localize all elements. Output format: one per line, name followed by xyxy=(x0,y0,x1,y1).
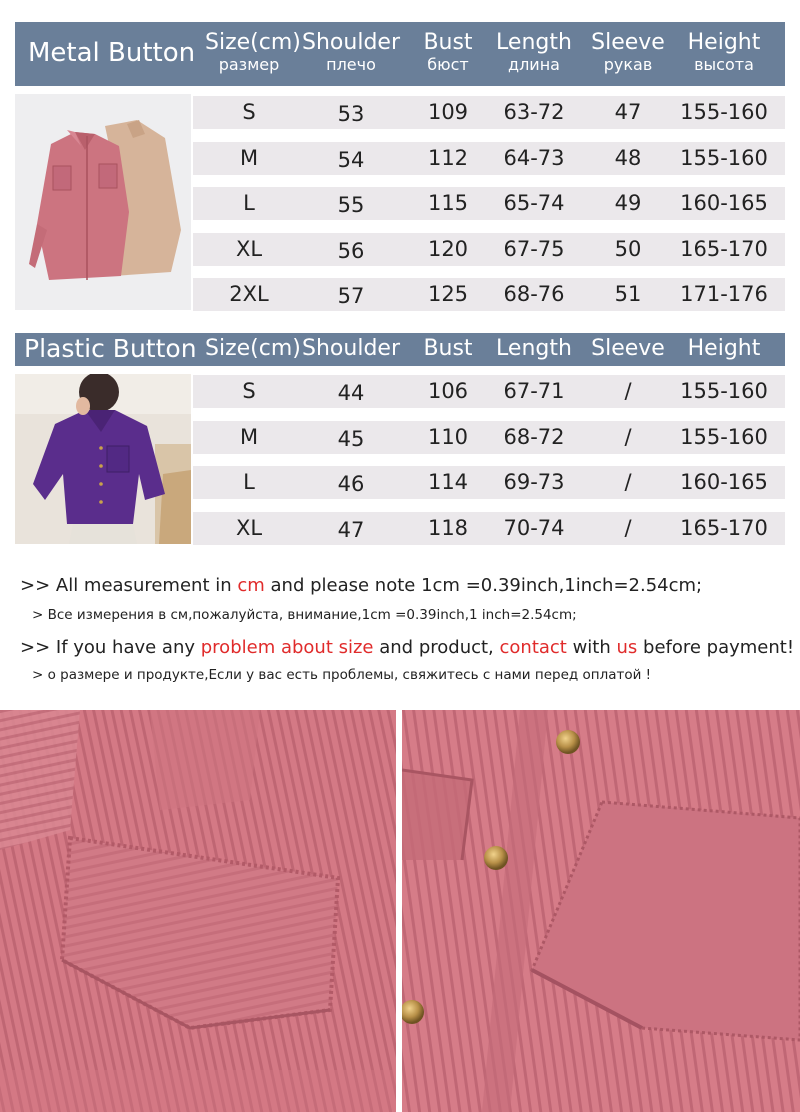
plastic-cell-bust: 106 xyxy=(427,379,469,403)
plastic-col-size: Size(cm) xyxy=(205,336,301,361)
note-contact: >> If you have any problem about size and product, contact with us before payment! xyxy=(20,637,795,658)
button-closeup-photo xyxy=(402,710,800,1112)
metal-cell-size: 2XL xyxy=(229,282,269,306)
plastic-cell-height: 155-160 xyxy=(680,424,768,449)
metal-cell-bust: 109 xyxy=(427,100,469,124)
plastic-cell-size: S xyxy=(242,379,256,403)
plastic-cell-length: 70-74 xyxy=(503,515,565,540)
metal-cell-bust: 112 xyxy=(427,145,469,170)
plastic-cell-sleeve: / xyxy=(624,379,632,403)
metal-cell-height: 155-160 xyxy=(680,100,768,124)
metal-col-length: Length длина xyxy=(496,30,572,74)
metal-cell-length: 65-74 xyxy=(503,191,565,215)
plastic-cell-shoulder: 47 xyxy=(337,517,365,542)
metal-cell-shoulder: 56 xyxy=(337,238,365,263)
plastic-cell-length: 69-73 xyxy=(503,470,565,494)
plastic-cell-bust: 118 xyxy=(427,515,469,540)
metal-cell-height: 155-160 xyxy=(680,145,768,170)
metal-col-bust: Bust бюст xyxy=(423,30,473,74)
metal-cell-height: 160-165 xyxy=(680,191,768,215)
metal-cell-size: L xyxy=(243,191,255,215)
metal-cell-sleeve: 48 xyxy=(614,145,642,170)
metal-cell-shoulder: 53 xyxy=(337,102,365,126)
metal-cell-length: 68-76 xyxy=(503,282,565,306)
plastic-col-shoulder: Shoulder xyxy=(302,336,400,361)
metal-cell-sleeve: 51 xyxy=(614,282,642,306)
plastic-cell-bust: 114 xyxy=(427,470,469,494)
note-measurement-ru: > Все измерения в см,пожалуйста, внимание,1cm =0.39inch,1 inch=2.54cm; xyxy=(32,607,577,623)
metal-cell-shoulder: 57 xyxy=(337,284,365,308)
metal-cell-bust: 125 xyxy=(427,282,469,306)
plastic-cell-length: 67-71 xyxy=(503,379,565,403)
metal-cell-bust: 120 xyxy=(427,236,469,261)
shirt-photo-purple xyxy=(15,374,191,544)
plastic-cell-length: 68-72 xyxy=(503,424,565,449)
note-contact-ru: > о размере и продукте,Если у вас есть проблемы, свяжитесь с нами перед оплатой ! xyxy=(32,667,652,683)
metal-cell-length: 67-75 xyxy=(503,236,565,261)
metal-table-title: Metal Button xyxy=(28,38,196,68)
shirt-photo-pink-beige xyxy=(15,94,191,310)
metal-cell-sleeve: 49 xyxy=(614,191,642,215)
plastic-cell-sleeve: / xyxy=(624,470,632,494)
metal-cell-shoulder: 55 xyxy=(337,193,365,217)
metal-cell-length: 63-72 xyxy=(503,100,565,124)
plastic-cell-height: 160-165 xyxy=(680,470,768,494)
metal-cell-size: XL xyxy=(235,236,263,261)
metal-col-size: Size(cm) размер xyxy=(205,30,301,74)
metal-col-sleeve: Sleeve рукав xyxy=(591,30,665,74)
plastic-cell-height: 165-170 xyxy=(680,515,768,540)
plastic-col-length: Length xyxy=(496,336,572,361)
plastic-cell-size: XL xyxy=(235,515,263,540)
plastic-cell-bust: 110 xyxy=(427,424,469,449)
plastic-cell-shoulder: 44 xyxy=(337,381,365,405)
plastic-cell-shoulder: 45 xyxy=(337,426,365,451)
plastic-col-height: Height xyxy=(687,336,761,361)
note-measurement: >> All measurement in cm and please note 1cm =0.39inch,1inch=2.54cm; xyxy=(20,575,703,596)
metal-col-height: Height высота xyxy=(687,30,761,74)
metal-cell-sleeve: 47 xyxy=(614,100,642,124)
metal-cell-sleeve: 50 xyxy=(614,236,642,261)
plastic-table-title: Plastic Button xyxy=(24,334,197,363)
plastic-cell-sleeve: / xyxy=(624,515,632,540)
plastic-cell-shoulder: 46 xyxy=(337,472,365,496)
metal-cell-size: M xyxy=(239,145,259,170)
plastic-cell-size: L xyxy=(243,470,255,494)
metal-cell-shoulder: 54 xyxy=(337,147,365,172)
metal-cell-bust: 115 xyxy=(427,191,469,215)
metal-col-shoulder: Shoulder плечо xyxy=(302,30,400,74)
metal-cell-height: 171-176 xyxy=(680,282,768,306)
plastic-col-bust: Bust xyxy=(423,336,473,361)
plastic-col-sleeve: Sleeve xyxy=(591,336,665,361)
metal-cell-height: 165-170 xyxy=(680,236,768,261)
pocket-closeup-photo xyxy=(0,710,396,1112)
plastic-cell-size: M xyxy=(239,424,259,449)
plastic-cell-sleeve: / xyxy=(624,424,632,449)
metal-cell-length: 64-73 xyxy=(503,145,565,170)
metal-cell-size: S xyxy=(242,100,256,124)
plastic-cell-height: 155-160 xyxy=(680,379,768,403)
